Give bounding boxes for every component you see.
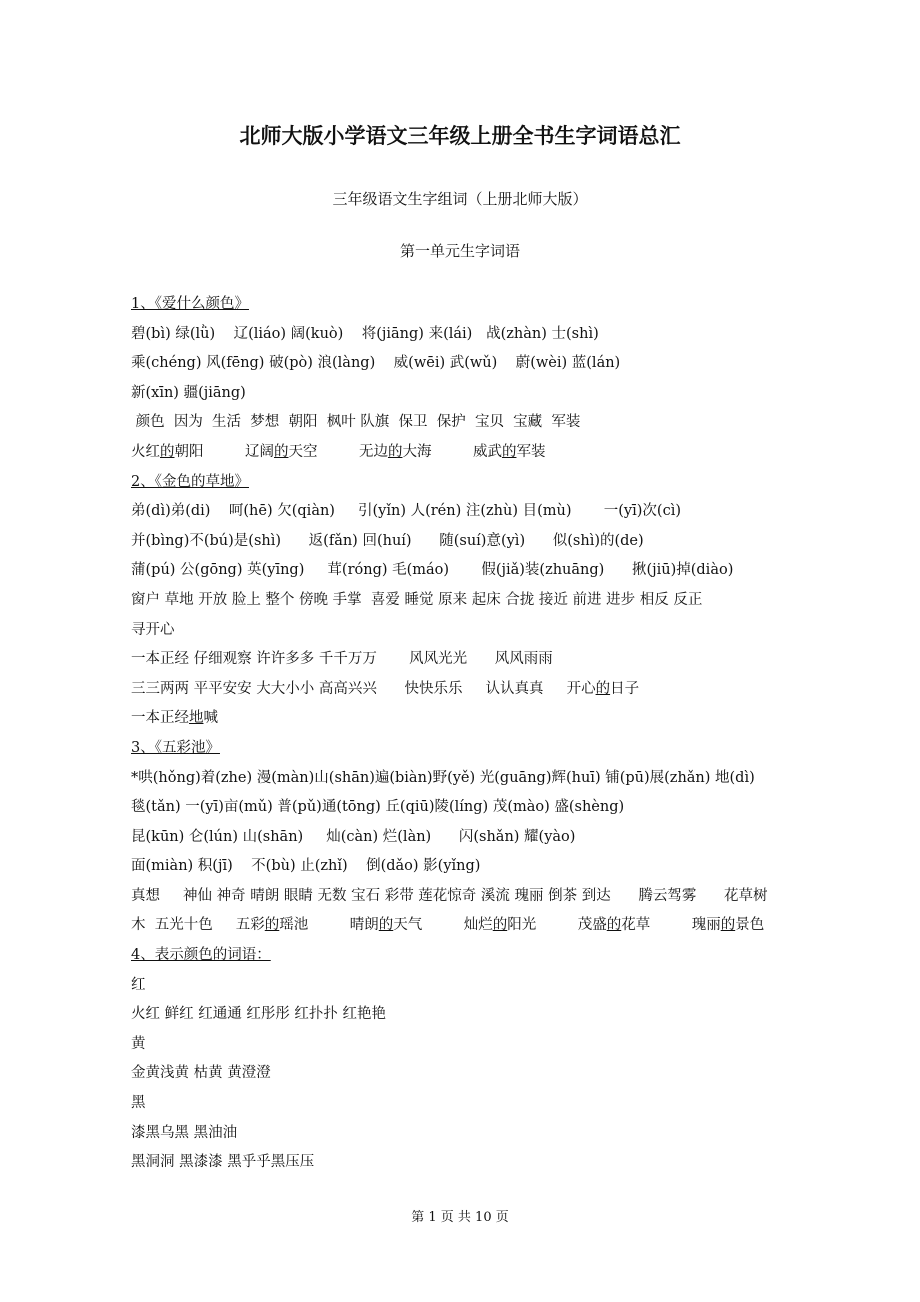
text-line: 一本正经 仔细观察 许许多多 千千万万 风风光光 风风雨雨: [131, 651, 553, 668]
section-heading: [131, 734, 821, 764]
phrase-line: [131, 675, 821, 705]
phrase-post: 景色: [735, 917, 765, 934]
document-title: 北师大版小学语文三年级上册全书生字词语总汇: [239, 124, 681, 148]
phrase-particle: 的: [606, 917, 622, 934]
phrase-particle: 的: [378, 917, 394, 934]
phrase-particle: 的: [160, 443, 175, 460]
phrase: [131, 917, 308, 933]
phrase-particle: 的: [595, 680, 611, 697]
text-line: 面(miàn) 积(jī) 不(bù) 止(zhǐ) 倒(dǎo) 影(yǐng): [131, 858, 481, 875]
phrase-pre: 火红: [131, 443, 160, 460]
text-line: 乘(chéng) 风(fēng) 破(pò) 浪(làng) 威(wēi) 武(wǔ) 蔚(wèi) 蓝(lán): [131, 355, 621, 372]
phrase-particle: 的: [387, 443, 403, 460]
section-heading-text: 1、《爱什么颜色》: [131, 296, 249, 312]
phrase-pre: 一本正经: [131, 710, 189, 727]
phrase-line: [131, 911, 821, 941]
phrase-pre: 无边: [358, 443, 388, 460]
text-line: 黑: [131, 1095, 146, 1112]
section-heading: [131, 941, 821, 971]
phrase: [692, 917, 765, 933]
phrase-pre: 辽阔: [244, 443, 274, 460]
word-list-content: [131, 290, 821, 1178]
text-line: 蒲(pú) 公(gōng) 英(yīng) 茸(róng) 毛(máo) 假(jiǎ)装(zhuāng) 揪(jiū)掉(diào): [131, 562, 734, 579]
phrase: [131, 444, 204, 460]
text-line: *哄(hǒng)着(zhe) 漫(màn)山(shān)遍(biàn)野(yě) 光(guāng)辉(huī) 铺(pū)展(zhǎn) 地(dì): [131, 769, 755, 786]
phrase: [464, 917, 537, 933]
text-line: 金黄浅黄 枯黄 黄澄澄: [131, 1065, 271, 1082]
phrase-pre: 瑰丽: [691, 917, 721, 934]
phrase-particle: 的: [501, 443, 517, 460]
phrase-post: 天空: [288, 443, 318, 460]
phrase-particle: 的: [273, 443, 289, 460]
phrase-post: 瑶池: [279, 917, 309, 934]
phrase-pre: 晴朗: [349, 917, 379, 934]
text-line: 昆(kūn) 仑(lún) 山(shān) 灿(càn) 烂(làn) 闪(shǎn) 耀(yào): [131, 828, 576, 845]
phrase-post: 日子: [610, 680, 640, 697]
section-heading-text: 3、《五彩池》: [131, 739, 220, 756]
phrase: [131, 710, 218, 726]
section-heading-text: 2、《金色的草地》: [131, 473, 249, 490]
phrase: [578, 917, 651, 933]
phrase-pre: 威武: [472, 443, 502, 460]
text-line: 弟(dì)弟(di) 呵(hē) 欠(qiàn) 引(yǐn) 人(rén) 注(zhù) 目(mù) 一(yī)次(cì): [131, 503, 681, 520]
document-subtitle: 三年级语文生字组词（上册北师大版）: [332, 190, 588, 208]
phrase-pre: 三三两两 平平安安 大大小小 高高兴兴 快快乐乐 认认真真 开心: [131, 680, 596, 697]
phrase-pre: 木 五光十色 五彩: [131, 917, 265, 934]
phrase-pre: 灿烂: [463, 917, 493, 934]
text-line: 窗户 草地 开放 脸上 整个 傍晚 手掌 喜爱 睡觉 原来 起床 合拢 接近 前进 进步 相反 反正: [131, 591, 703, 608]
phrase-pre: 茂盛: [577, 917, 607, 934]
text-line: 新(xīn) 疆(jiāng): [131, 384, 246, 401]
phrase-post: 喊: [203, 710, 218, 727]
phrase-particle: 地: [189, 710, 204, 727]
phrase: [359, 444, 432, 460]
text-line: 真想 神仙 神奇 晴朗 眼睛 无数 宝石 彩带 莲花惊奇 溪流 瑰丽 倒茶 到达 腾云驾雾 花草树: [131, 887, 768, 904]
text-line: 漆黑乌黑 黑油油: [131, 1124, 238, 1141]
section-heading-text: 4、表示颜色的词语：: [131, 947, 271, 964]
phrase-line: [131, 704, 821, 734]
phrase: [245, 444, 318, 460]
phrase-post: 阳光: [507, 917, 537, 934]
phrase-particle: 的: [492, 917, 508, 934]
phrase-post: 军装: [516, 443, 546, 460]
section-heading: [131, 290, 821, 320]
text-line: 碧(bì) 绿(lǜ) 辽(liáo) 阔(kuò) 将(jiāng) 来(lái) 战(zhàn) 士(shì): [131, 325, 599, 342]
text-line: 红: [131, 976, 146, 993]
text-line: 黄: [131, 1035, 146, 1052]
phrase-post: 天气: [393, 917, 423, 934]
phrase-post: 花草: [621, 917, 651, 934]
text-line: 黑洞洞 黑漆漆 黑乎乎黑压压: [131, 1154, 315, 1171]
page-footer: 第 1 页 共 10 页: [411, 1210, 509, 1225]
section-heading: [131, 468, 821, 498]
phrase-particle: 的: [264, 917, 280, 934]
phrase-post: 大海: [402, 443, 432, 460]
unit-title: 第一单元生字词语: [399, 242, 520, 260]
phrase-line: [131, 438, 821, 468]
text-line: 寻开心: [131, 621, 175, 638]
phrase: [350, 917, 423, 933]
phrase-particle: 的: [720, 917, 736, 934]
phrase: [473, 444, 546, 460]
phrase-post: 朝阳: [174, 443, 204, 460]
text-line: 毯(tǎn) 一(yī)亩(mǔ) 普(pǔ)通(tōng) 丘(qiū)陵(líng) 茂(mào) 盛(shèng): [131, 799, 625, 816]
phrase: [131, 681, 639, 697]
text-line: 火红 鲜红 红通通 红彤彤 红扑扑 红艳艳: [131, 1006, 387, 1023]
text-line: 颜色 因为 生活 梦想 朝阳 枫叶 队旗 保卫 保护 宝贝 宝藏 军装: [131, 414, 581, 431]
text-line: 并(bìng)不(bú)是(shì) 返(fǎn) 回(huí) 随(suí)意(yì) 似(shì)的(de): [131, 532, 644, 549]
